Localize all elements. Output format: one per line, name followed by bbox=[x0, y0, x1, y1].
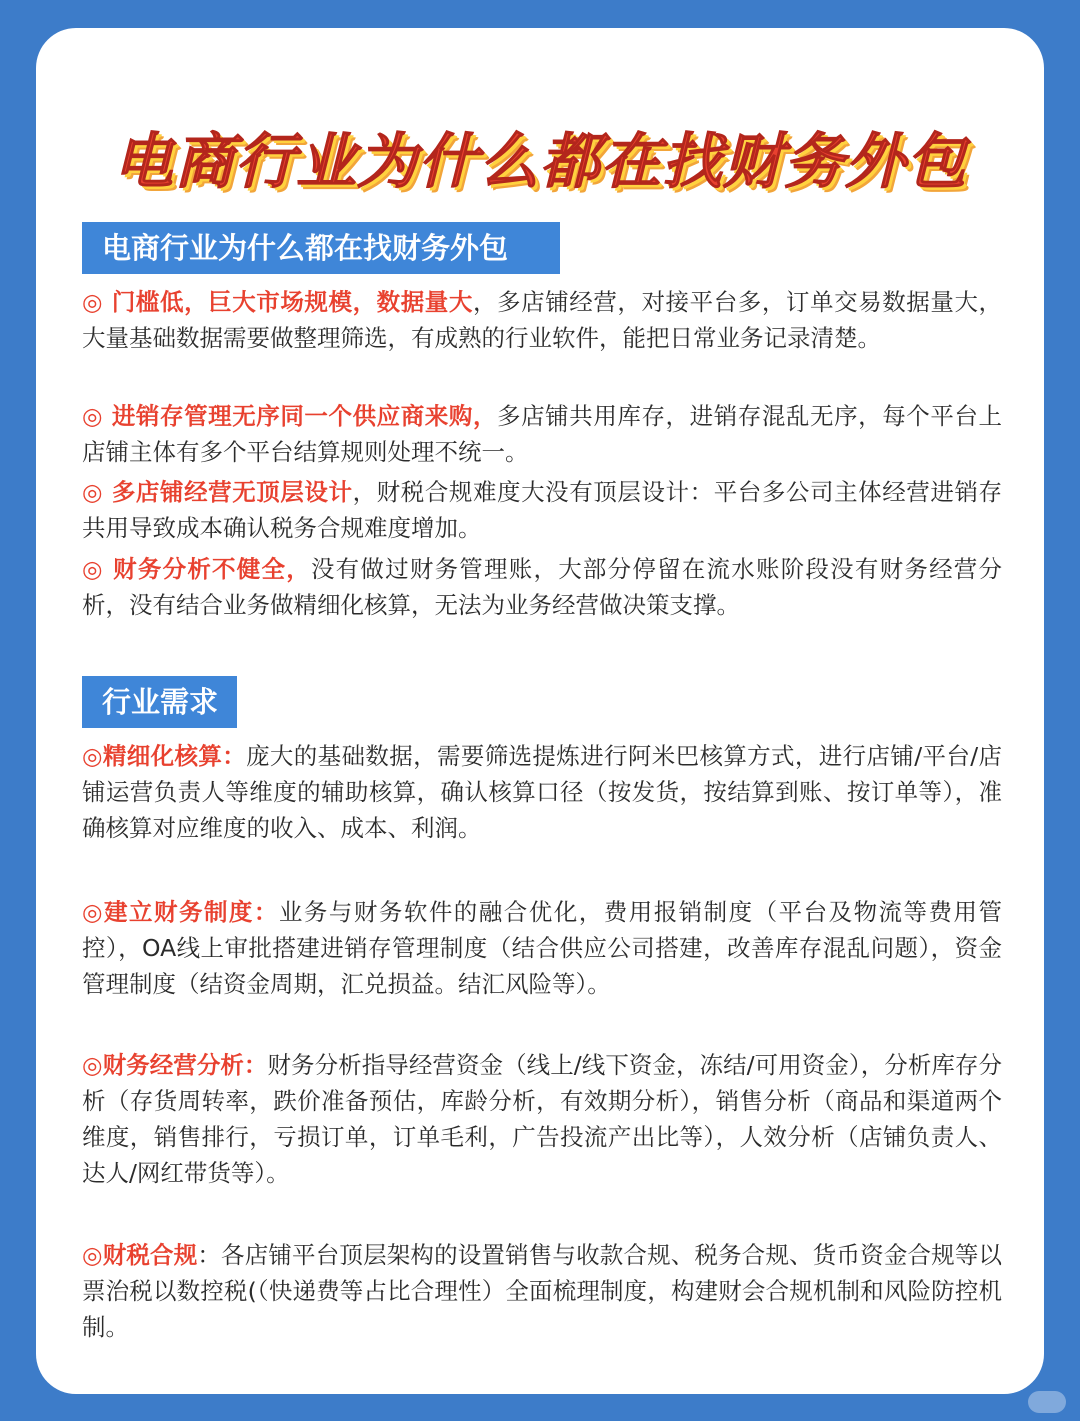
bullet-marker-icon: ◎ bbox=[82, 898, 104, 926]
reason-text: ，财税合规难度大没有顶层设计：平台多公司主体经营进销存共用导致成本确认税务合规难度增加。 bbox=[82, 478, 1003, 542]
demand-highlight: 建立财务制度： bbox=[104, 898, 279, 926]
reason-text: ，多店铺经营，对接平台多，订单交易数据量大，大量基础数据需要做整理筛选，有成熟的行业软件，能把日常业务记录清楚。 bbox=[82, 288, 1003, 352]
demand-text: 庞大的基础数据，需要筛选提炼进行阿米巴核算方式，进行店铺/平台/店铺运营负责人等维度的辅助核算，确认核算口径（按发货，按结算到账、按订单等），准确核算对应维度的收入、成本、利润。 bbox=[82, 742, 1002, 842]
section-label-demands: 行业需求 bbox=[82, 676, 237, 728]
demand-text: 财务分析指导经营资金（线上/线下资金，冻结/可用资金），分析库存分析（存货周转率，跌价准备预估，库龄分析，有效期分析），销售分析（商品和渠道两个维度，销售排行，亏损订单，订单毛利，广告投流产出比等），人效分析（店铺负责人、达人/网红带货等）。 bbox=[82, 1051, 1002, 1187]
page-title: 电商行业为什么都在找财务外包 bbox=[113, 127, 967, 197]
demand-item-1 bbox=[82, 738, 1002, 846]
demand-highlight: 财务经营分析： bbox=[102, 1051, 268, 1079]
demand-text: 业务与财务软件的融合优化，费用报销制度（平台及物流等费用管控），OA线上审批搭建进销存管理制度（结合供应公司搭建，改善库存混乱问题），资金管理制度（结资金周期，汇兑损益。结汇风险等）。 bbox=[82, 898, 1003, 998]
reason-item-3 bbox=[82, 474, 1002, 546]
bullet-marker-icon: ◎ bbox=[82, 288, 112, 316]
demand-text: ：各店铺平台顶层架构的设置销售与收款合规、税务合规、货币资金合规等以票治税以数控税(（快递费等占比合理性）全面梳理制度，构建财会合规机制和风险防控机制。 bbox=[82, 1241, 1003, 1341]
demand-highlight: 精细化核算： bbox=[102, 742, 247, 770]
bullet-marker-icon: ◎ bbox=[82, 402, 112, 430]
reason-item-1 bbox=[82, 284, 1002, 356]
demand-item-3 bbox=[82, 1047, 1002, 1191]
content-card bbox=[36, 28, 1044, 1394]
reason-highlight: 进销存管理无序同一个供应商来购， bbox=[111, 402, 498, 430]
demand-item-4 bbox=[82, 1237, 1002, 1345]
watermark-badge bbox=[1028, 1391, 1066, 1413]
reason-text: 多店铺共用库存，进销存混乱无序，每个平台上店铺主体有多个平台结算规则处理不统一。 bbox=[82, 402, 1003, 466]
bullet-marker-icon: ◎ bbox=[82, 555, 114, 583]
bullet-marker-icon: ◎ bbox=[82, 478, 112, 506]
bullet-marker-icon: ◎ bbox=[82, 1051, 103, 1079]
bullet-marker-icon: ◎ bbox=[82, 742, 103, 770]
demand-highlight: 财税合规 bbox=[102, 1241, 198, 1269]
reason-highlight: 财务分析不健全， bbox=[113, 555, 311, 583]
reason-highlight: 门槛低，巨大市场规模，数据量大 bbox=[111, 288, 473, 316]
section-label-reasons: 电商行业为什么都在找财务外包 bbox=[82, 222, 560, 274]
bullet-marker-icon: ◎ bbox=[82, 1241, 103, 1269]
reason-item-4 bbox=[82, 551, 1002, 623]
reason-highlight: 多店铺经营无顶层设计 bbox=[111, 478, 353, 506]
reason-item-2 bbox=[82, 398, 1002, 470]
demand-item-2 bbox=[82, 894, 1002, 1002]
reason-text: 没有做过财务管理账，大部分停留在流水账阶段没有财务经营分析，没有结合业务做精细化核算，无法为业务经营做决策支撑。 bbox=[82, 555, 1003, 619]
